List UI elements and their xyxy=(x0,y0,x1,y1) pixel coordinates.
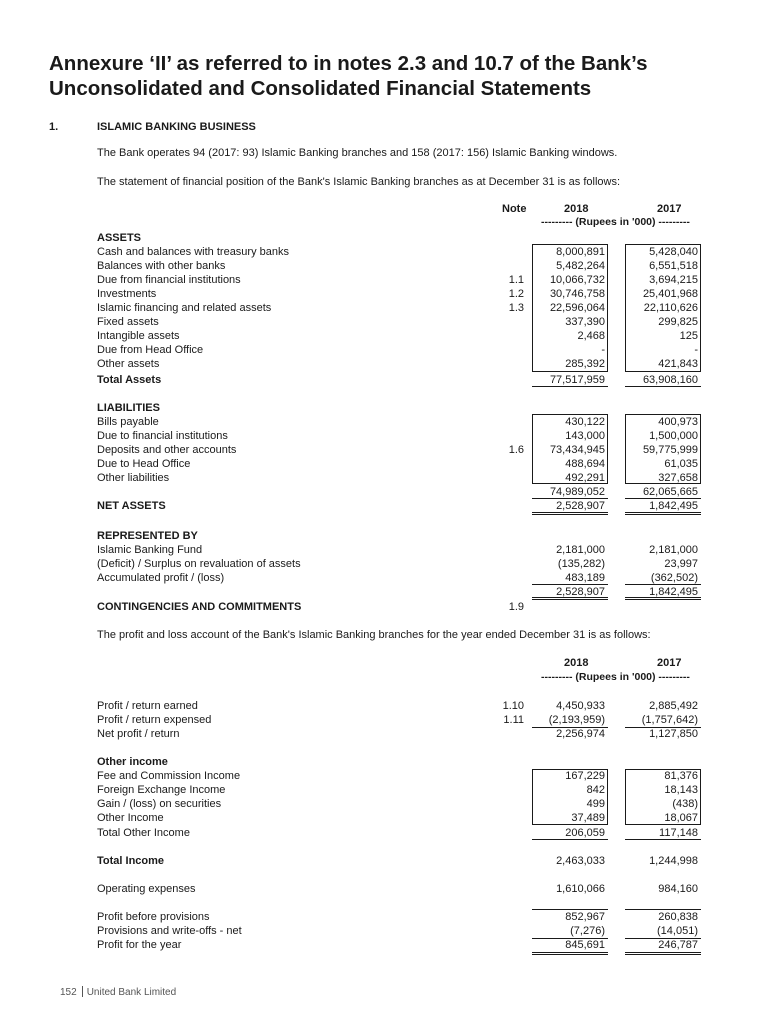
section-title: ISLAMIC BANKING BUSINESS xyxy=(97,121,256,133)
value-2017: 18,143 xyxy=(664,784,698,796)
row-label: Investments xyxy=(97,288,157,300)
value-2018: 30,746,758 xyxy=(549,288,605,300)
contingencies-note: 1.9 xyxy=(508,601,524,613)
value-2018: 167,229 xyxy=(565,770,605,782)
row-note: 1.11 xyxy=(503,714,524,726)
total-other-income-label: Total Other Income xyxy=(97,827,190,839)
value-2017: 421,843 xyxy=(658,358,698,370)
value-2018: 73,434,945 xyxy=(549,444,605,456)
value-2018: 2,256,974 xyxy=(556,728,605,740)
table-row xyxy=(0,343,768,357)
value-2018: (135,282) xyxy=(557,558,605,570)
value-2018: 483,189 xyxy=(565,572,605,584)
value-2017: 81,376 xyxy=(664,770,698,782)
contingencies-row xyxy=(0,600,768,614)
table-row xyxy=(0,727,768,741)
value-2017: 18,067 xyxy=(664,812,698,824)
profit-loss-intro: The profit and loss account of the Bank's Islamic Banking branches for the year ended December 31 is as follows: xyxy=(97,629,651,641)
total-assets-2018: 77,517,959 xyxy=(549,374,605,386)
profit-for-year-label: Profit for the year xyxy=(97,939,182,951)
row-label: Due from financial institutions xyxy=(97,274,241,286)
page-number: 152 xyxy=(60,987,77,998)
row-label: Islamic Banking Fund xyxy=(97,544,203,556)
page-title: Annexure ‘II’ as referred to in notes 2.3 and 10.7 of the Bank’s Unconsolidated and Consolidated Financial Statements xyxy=(49,52,648,100)
value-2017: 2,181,000 xyxy=(649,544,698,556)
total-row xyxy=(0,485,768,499)
table-row xyxy=(0,287,768,301)
value-2017: 1,500,000 xyxy=(649,430,698,442)
row-label: Due from Head Office xyxy=(97,344,204,356)
company-name: United Bank Limited xyxy=(86,987,177,998)
total-row xyxy=(0,373,768,387)
table-row xyxy=(0,415,768,429)
value-2018: 492,291 xyxy=(565,472,605,484)
divider xyxy=(625,386,701,387)
total-income-2018: 2,463,033 xyxy=(556,855,605,867)
table-row xyxy=(0,471,768,485)
value-2017: 1,127,850 xyxy=(649,728,698,740)
double-underline xyxy=(532,952,608,955)
value-2018: 842 xyxy=(586,784,605,796)
table-row xyxy=(0,783,768,797)
row-label: Net profit / return xyxy=(97,728,180,740)
total-other-income-2017: 117,148 xyxy=(659,827,698,839)
table-row xyxy=(0,259,768,273)
row-label: Due to Head Office xyxy=(97,458,191,470)
profit-for-year-row xyxy=(0,938,768,952)
value-2017: 299,825 xyxy=(658,316,698,328)
table-row xyxy=(0,245,768,259)
operating-expenses-label: Operating expenses xyxy=(97,883,196,895)
table-row xyxy=(0,811,768,825)
value-2017: 400,973 xyxy=(658,416,698,428)
row-label: Foreign Exchange Income xyxy=(97,784,226,796)
provisions-row xyxy=(0,924,768,938)
net-assets-row xyxy=(0,499,768,513)
value-2017: 327,658 xyxy=(658,472,698,484)
liabilities-heading: LIABILITIES xyxy=(97,402,160,414)
value-2018: 2,181,000 xyxy=(556,544,605,556)
total-assets-2017: 63,908,160 xyxy=(642,374,698,386)
value-2017: 125 xyxy=(679,330,698,342)
row-note: 1.2 xyxy=(508,288,524,300)
value-2018: 488,694 xyxy=(565,458,605,470)
row-label: Profit / return earned xyxy=(97,700,198,712)
year-2017-header: 2017 xyxy=(657,203,682,215)
value-2018: 285,392 xyxy=(565,358,605,370)
divider xyxy=(625,839,701,840)
represented-by-heading: REPRESENTED BY xyxy=(97,530,198,542)
value-2018: 143,000 xyxy=(565,430,605,442)
value-2017: 23,997 xyxy=(664,558,698,570)
value-2017: (1,757,642) xyxy=(641,714,698,726)
table-row xyxy=(0,457,768,471)
net-assets-2018: 2,528,907 xyxy=(556,500,605,512)
table-row xyxy=(0,273,768,287)
row-label: Due to financial institutions xyxy=(97,430,228,442)
value-2018: 430,122 xyxy=(565,416,605,428)
profit-before-provisions-2018: 852,967 xyxy=(565,911,605,923)
value-2018: 337,390 xyxy=(565,316,605,328)
contingencies-label: CONTINGENCIES AND COMMITMENTS xyxy=(97,601,302,613)
total-income-label: Total Income xyxy=(97,855,165,867)
pl-year-2018-header: 2018 xyxy=(564,657,589,669)
table-row xyxy=(0,769,768,783)
row-note: 1.3 xyxy=(508,302,524,314)
footer-separator xyxy=(82,986,83,997)
value-2017: 6,551,518 xyxy=(649,260,698,272)
operating-expenses-2017: 984,160 xyxy=(658,883,698,895)
divider xyxy=(532,386,608,387)
table-row xyxy=(0,571,768,585)
value-2018: 10,066,732 xyxy=(549,274,605,286)
row-label: Balances with other banks xyxy=(97,260,226,272)
operating-expenses-2018: 1,610,066 xyxy=(556,883,605,895)
value-2018: 4,450,933 xyxy=(556,700,605,712)
value-2018: 37,489 xyxy=(571,812,605,824)
value-2017: 61,035 xyxy=(664,458,698,470)
page-footer xyxy=(60,986,176,998)
pl-units-header: --------- (Rupees in '000) --------- xyxy=(541,671,690,683)
table-row xyxy=(0,713,768,727)
value-2017: 3,694,215 xyxy=(649,274,698,286)
year-2018-header: 2018 xyxy=(564,203,589,215)
profit-before-provisions-2017: 260,838 xyxy=(658,911,698,923)
value-2018: 499 xyxy=(586,798,605,810)
other-income-heading: Other income xyxy=(97,756,168,768)
value-2018: 22,596,064 xyxy=(549,302,605,314)
double-underline xyxy=(532,512,608,515)
financial-position-intro: The statement of financial position of the Bank's Islamic Banking branches as at December 31 is as follows: xyxy=(97,176,621,188)
net-assets-label: NET ASSETS xyxy=(97,500,166,512)
operating-expenses-row xyxy=(0,882,768,896)
row-label: Intangible assets xyxy=(97,330,180,342)
value-2017: (362,502) xyxy=(650,572,698,584)
row-label: Deposits and other accounts xyxy=(97,444,237,456)
row-label: Accumulated profit / (loss) xyxy=(97,572,225,584)
section-number: 1. xyxy=(49,121,59,133)
table-row xyxy=(0,443,768,457)
profit-before-provisions-label: Profit before provisions xyxy=(97,911,210,923)
row-label: Fixed assets xyxy=(97,316,159,328)
row-label: Fee and Commission Income xyxy=(97,770,241,782)
net-assets-2017: 1,842,495 xyxy=(649,500,698,512)
note-column-header: Note xyxy=(502,203,527,215)
provisions-2017: (14,051) xyxy=(657,925,698,937)
double-underline xyxy=(625,952,701,955)
row-label: (Deficit) / Surplus on revaluation of assets xyxy=(97,558,301,570)
intro-paragraph: The Bank operates 94 (2017: 93) Islamic Banking branches and 158 (2017: 156) Islamic Banking windows. xyxy=(97,147,618,159)
row-note: 1.10 xyxy=(502,700,524,712)
table-row xyxy=(0,699,768,713)
value-2017: 5,428,040 xyxy=(649,246,698,258)
value-2018: - xyxy=(601,344,605,356)
value-2018: 8,000,891 xyxy=(556,246,605,258)
table-row xyxy=(0,543,768,557)
value-2017: - xyxy=(694,344,698,356)
table-row xyxy=(0,357,768,371)
profit-for-year-2017: 246,787 xyxy=(658,939,698,951)
value-2017: 59,775,999 xyxy=(642,444,698,456)
table-row xyxy=(0,301,768,315)
divider xyxy=(532,839,608,840)
pl-year-2017-header: 2017 xyxy=(657,657,682,669)
double-underline xyxy=(625,512,701,515)
value-2017: 2,885,492 xyxy=(649,700,698,712)
table-row xyxy=(0,315,768,329)
represented-total-2018: 2,528,907 xyxy=(556,586,605,598)
represented-total-2017: 1,842,495 xyxy=(649,586,698,598)
row-label: Profit / return expensed xyxy=(97,714,212,726)
row-label: Other assets xyxy=(97,358,160,370)
row-label: Gain / (loss) on securities xyxy=(97,798,222,810)
row-label: Other Income xyxy=(97,812,164,824)
table-row xyxy=(0,797,768,811)
provisions-label: Provisions and write-offs - net xyxy=(97,925,242,937)
row-note: 1.6 xyxy=(508,444,524,456)
row-label: Cash and balances with treasury banks xyxy=(97,246,289,258)
row-note: 1.1 xyxy=(508,274,524,286)
total-other-income-2018: 206,059 xyxy=(565,827,605,839)
table-row xyxy=(0,557,768,571)
value-2017: 25,401,968 xyxy=(642,288,698,300)
provisions-2018: (7,276) xyxy=(570,925,605,937)
table-row xyxy=(0,429,768,443)
value-2018: 2,468 xyxy=(577,330,605,342)
total-row xyxy=(0,826,768,840)
value-2018: 5,482,264 xyxy=(556,260,605,272)
table-row xyxy=(0,329,768,343)
row-label: Islamic financing and related assets xyxy=(97,302,272,314)
row-label: Other liabilities xyxy=(97,472,170,484)
value-2018: (2,193,959) xyxy=(548,714,605,726)
total-income-row xyxy=(0,854,768,868)
total-liabilities-2018: 74,989,052 xyxy=(549,486,605,498)
profit-for-year-2018: 845,691 xyxy=(565,939,605,951)
total-liabilities-2017: 62,065,665 xyxy=(642,486,698,498)
value-2017: 22,110,626 xyxy=(643,302,698,314)
total-assets-label: Total Assets xyxy=(97,374,162,386)
profit-before-provisions-row xyxy=(0,910,768,924)
total-income-2017: 1,244,998 xyxy=(649,855,698,867)
row-label: Bills payable xyxy=(97,416,159,428)
units-header: --------- (Rupees in '000) --------- xyxy=(541,216,690,228)
assets-heading: ASSETS xyxy=(97,232,142,244)
value-2017: (438) xyxy=(672,798,698,810)
